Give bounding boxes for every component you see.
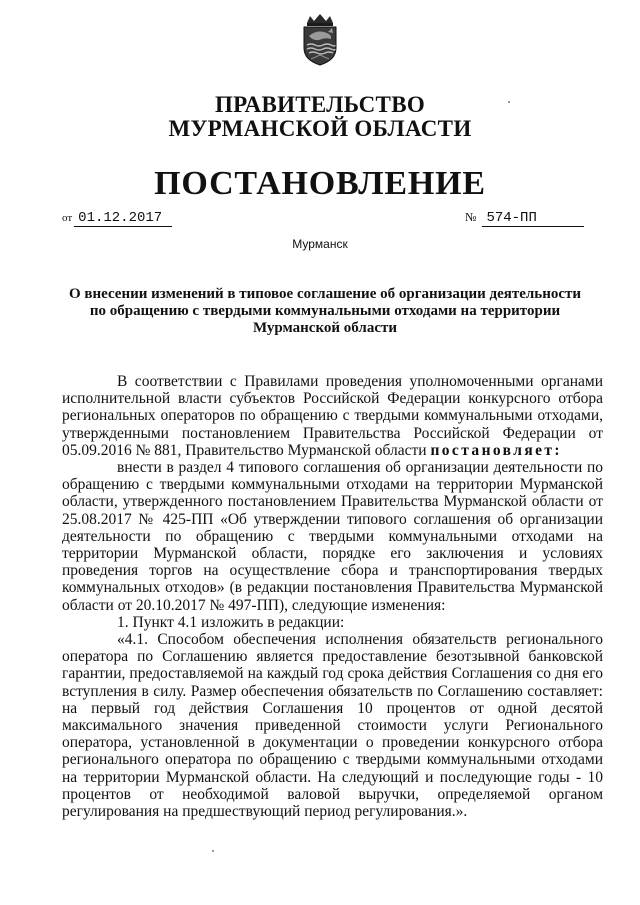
document-body (62, 373, 603, 820)
document-date (62, 210, 172, 227)
scan-speck (212, 850, 214, 852)
coat-of-arms-drawing (299, 14, 341, 66)
city-name: Мурманск (292, 237, 348, 251)
preamble-text: В соответствии с Правилами проведения уполномоченными органами исполнительной власти субъектов Российской Федерации конкурсного отбора региональных операторов по обращению с твердыми коммунальными отходами, утвержденными постановлением Правительства Российской Федерации от 05.09.2016 № 881, Правительство Мурманской области (62, 373, 603, 459)
amendment-intro-paragraph: внести в раздел 4 типового соглашения об организации деятельности по обращению с твердыми коммунальными отходами на территории Мурманской области, утвержденного постановлением Правительства Мурманской области от 25.08.2017 № 425-ПП «Об утверждении типового соглашения об организации деятельности по обращению с твердыми коммунальными отходами на территории Мурманской области, порядке его заключения и условиях проведения торгов на осуществление сбора и транспортирования твердых коммунальных отходов» (в редакции постановления Правительства Мурманской области от 20.10.2017 № 497-ПП), следующие изменения: (62, 459, 603, 614)
scan-speck (508, 101, 510, 103)
resolves-word: постановляет (430, 441, 555, 459)
item-1-paragraph: 1. Пункт 4.1 изложить в редакции: (117, 613, 345, 631)
resolves-colon: : (554, 441, 562, 459)
organization-name-line-2: МУРМАНСКОЙ ОБЛАСТИ (168, 116, 472, 141)
preamble-paragraph (62, 373, 603, 459)
date-prefix: от (62, 212, 73, 224)
document-number (465, 210, 584, 227)
murmansk-coat-of-arms-icon (299, 14, 341, 66)
organization-name-line-1: ПРАВИТЕЛЬСТВО (214, 92, 426, 117)
clause-4-1-paragraph: «4.1. Способом обеспечения исполнения обязательств регионального оператора по Соглашению является предоставление безотзывной банковской гарантии, предоставляемой на каждый год срока действия Соглашения со дня его вступления в силу. Размер обеспечения обязательств по Соглашению составляет: на первый год действия Соглашения 10 процентов от одной десятой максимального значения приведенной стоимости услуги Регионального оператора, установленной в документации о проведении конкурсного отбора регионального оператора по обращению с твердыми коммунальными отходами на территории Мурманской области. На следующий и последующие годы - 10 процентов от необходимой валовой выручки, определяемой органом регулирования на предшествующий период регулирования.». (62, 631, 603, 821)
date-value: 01.12.2017 (74, 210, 172, 227)
document-type-heading: ПОСТАНОВЛЕНИЕ (154, 165, 486, 202)
document-title: О внесении изменений в типовое соглашение об организации деятельности по обращению с твердыми коммунальными отходами на территории Мурманской области (68, 286, 582, 336)
number-prefix: № (465, 210, 477, 224)
number-value: 574-ПП (482, 210, 584, 227)
